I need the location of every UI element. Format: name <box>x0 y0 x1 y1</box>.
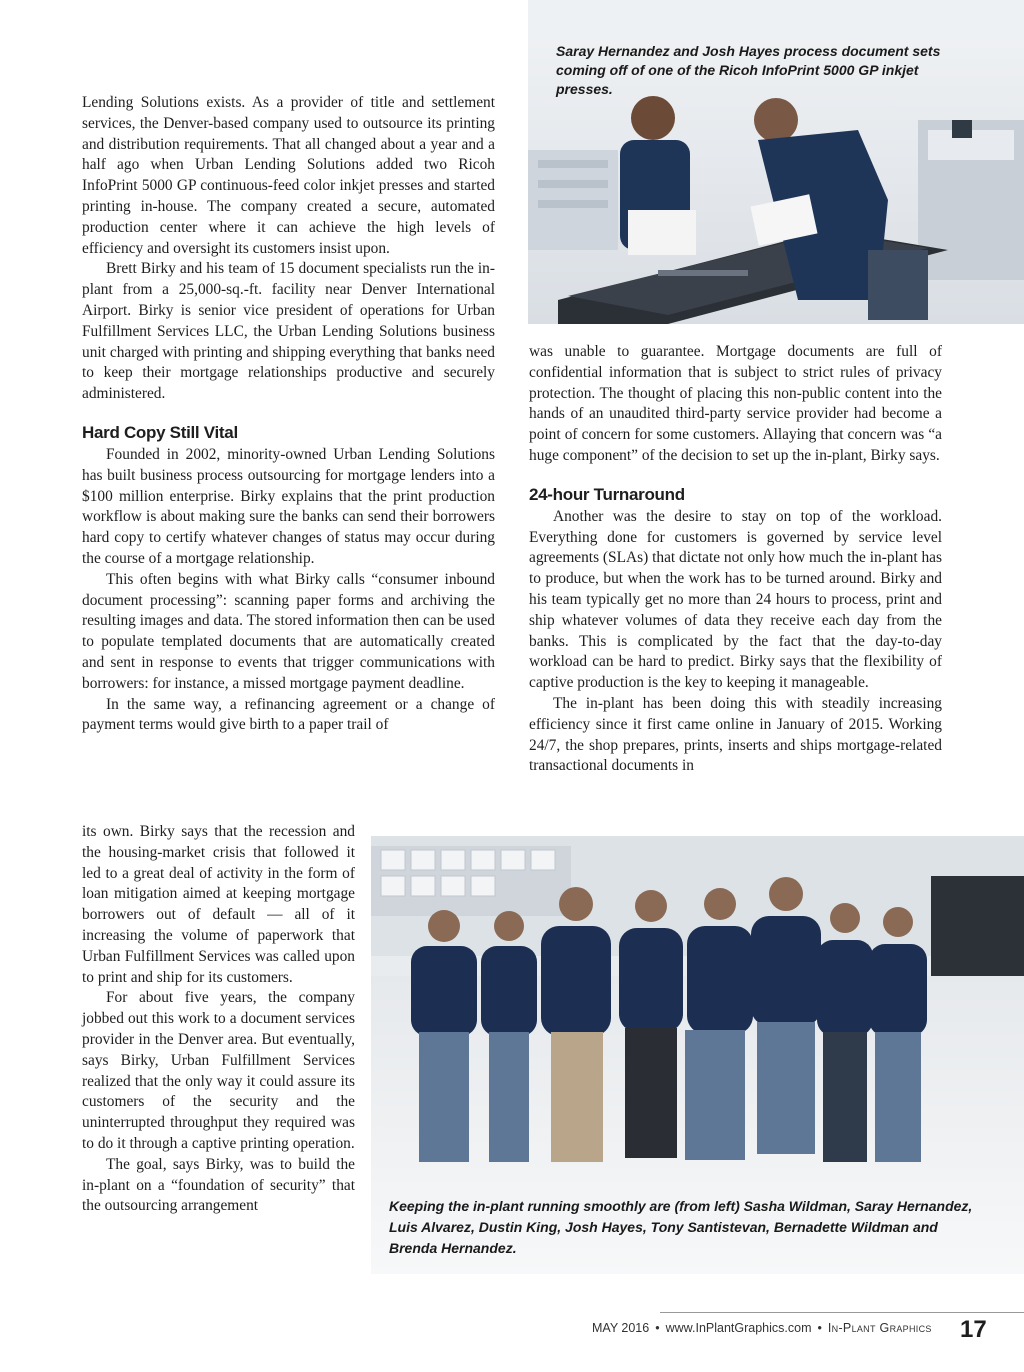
paragraph: Founded in 2002, minority-owned Urban Lending Solutions has built business process outsourcing for mortgage lenders into a $100 million enterprise. Birky explains that the print production workflow is about making sure the banks can send their borrowers hard copy to certify whatever changes of status may occur during the course of a mortgage relationship. <box>82 445 495 567</box>
paragraph: For about five years, the company jobbed out this work to a document services provider in the Denver area. But eventually, says Birky, Urban Fulfillment Services realized that the only way it could assure its customers of the security and the uninterrupted throughput they required was to do it through a captive printing operation. <box>82 989 355 1152</box>
separator-dot: • <box>655 1321 660 1335</box>
page-number: 17 <box>960 1316 987 1343</box>
bottom-photo-caption: Keeping the in-plant running smoothly are (from left) Sasha Wildman, Saray Hernandez, Luis Alvarez, Dustin King, Josh Hayes, Tony Santistevan, Bernadette Wildman and Brenda Hernandez. <box>389 1198 973 1256</box>
footer-divider <box>660 1312 1024 1313</box>
paragraph: This often begins with what Birky calls “consumer inbound document processing”: scanning paper forms and archiving the resulting images and data. The stored information then can be used to populate templated documents that are automatically created and sent in response to events that trigger communications with borrowers: for instance, a missed mortgage payment deadline. <box>82 570 495 692</box>
paragraph: its own. Birky says that the recession and the housing-market crisis that followed it led to a great deal of activity in the form of loan mitigation aimed at keeping mortgage borrowers out of default — all of it increasing the volume of paperwork that Urban Fulfillment Services was called upon to print and ship for its customers. <box>82 823 355 986</box>
publication-name: In-Plant Graphics <box>827 1321 932 1335</box>
paragraph: In the same way, a refinancing agreement or a change of payment terms would give birth to a paper trail of <box>82 695 495 734</box>
website-link[interactable]: www.InPlantGraphics.com <box>665 1321 812 1335</box>
section-heading-hard-copy: Hard Copy Still Vital <box>82 422 238 442</box>
article-left-narrow-column <box>82 822 355 1217</box>
separator-dot: • <box>817 1321 822 1335</box>
page-footer <box>592 1321 992 1345</box>
paragraph: Another was the desire to stay on top of the workload. Everything done for customers is governed by service level agreements (SLAs) that dictate not only how much the in-plant has to produce, but when the work has to be turned around. Birky and his team typically get no more than 24 hours to process, print and ship whatever volumes of data they receive each day from the banks. This is complicated by the fact that the day-to-day workload can be hard to predict. Birky says that the flexibility of captive production is the key to keeping it manageable. <box>529 507 942 692</box>
paragraph: was unable to guarantee. Mortgage documents are full of confidential information that is subject to strict rules of privacy protection. The thought of placing this non-public content into the hands of an unaudited third-party service provider had become a point of concern for some customers. Allaying that concern was “a huge component” of the decision to set up the in-plant, Birky says. <box>529 343 942 464</box>
paragraph: Brett Birky and his team of 15 document specialists run the in-plant from a 25,000-sq.-ft. facility near Denver International Airport. Birky is senior vice president of operations for Urban Fulfillment Services LLC, the Urban Lending Solutions business unit charged with printing and shipping everything that banks need to keep their mortgage relationships productive and securely administered. <box>82 260 495 403</box>
article-right-column <box>529 342 942 777</box>
paragraph: The goal, says Birky, was to build the in-plant on a “foundation of security” that the outsourcing arrangement <box>82 1155 355 1215</box>
issue-date: MAY 2016 <box>592 1321 650 1335</box>
section-heading-turnaround: 24-hour Turnaround <box>529 484 685 504</box>
paragraph: The in-plant has been doing this with steadily increasing efficiency since it first came online in January of 2015. Working 24/7, the shop prepares, prints, inserts and ships mortgage-related transactional documents in <box>529 694 942 775</box>
paragraph: Lending Solutions exists. As a provider of title and settlement services, the Denver-based company used to outsource its printing and distribution requirements. That all changed about a year and a half ago when Urban Lending Solutions added two Ricoh InfoPrint 5000 GP continuous-feed color inkjet presses and started printing in-house. The company created a secure, automated production center where it can achieve the high levels of efficiency and oversight its customers insist upon. <box>82 94 495 257</box>
top-photo-caption: Saray Hernandez and Josh Hayes process document sets coming off of one of the Ricoh InfoPrint 5000 GP inkjet presses. <box>556 43 941 97</box>
article-left-column <box>82 93 495 736</box>
